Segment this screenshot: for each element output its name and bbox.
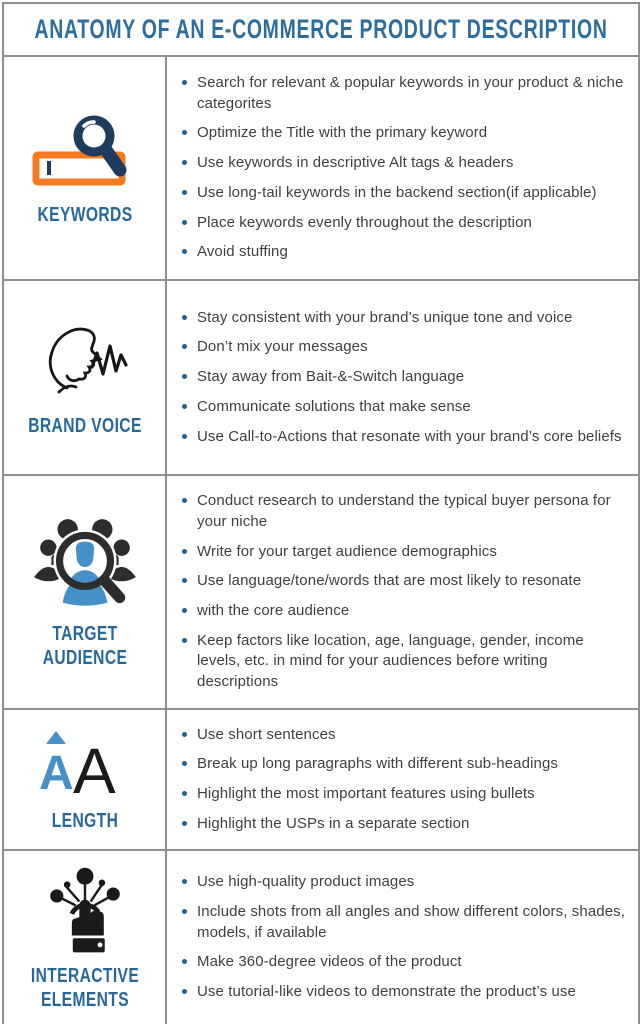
- bullet-dot: [182, 344, 187, 349]
- bullet-dot: [182, 190, 187, 195]
- bullet-item: Place keywords evenly throughout the description: [180, 213, 630, 234]
- section-label: KEYWORDS: [36, 204, 132, 226]
- bullet-item: Communicate solutions that make sense: [180, 397, 630, 418]
- section-label: INTERACTIVE ELEMENTS: [30, 964, 139, 1011]
- bullet-item: Highlight the USPs in a separate section: [180, 814, 630, 835]
- bullet-dot: [182, 434, 187, 439]
- bullet-item: Use keywords in descriptive Alt tags & headers: [180, 153, 630, 174]
- bullet-item: Include shots from all angles and show different colors, shades, models, if available: [180, 902, 630, 943]
- section-keywords: [4, 57, 638, 281]
- bullet-dot: [182, 791, 187, 796]
- bullet-dot: [182, 249, 187, 254]
- bullet-dot: [182, 549, 187, 554]
- target-audience-icon: [29, 514, 141, 616]
- bullet-dot: [182, 220, 187, 225]
- bullet-dot: [182, 732, 187, 737]
- bullet-item: Make 360-degree videos of the product: [180, 952, 630, 973]
- outer-frame: [2, 2, 640, 1024]
- bullet-item: Use tutorial-like videos to demonstrate the product’s use: [180, 982, 630, 1003]
- section-length: [4, 710, 638, 851]
- section-label: LENGTH: [51, 809, 118, 832]
- interactive-elements-icon: [38, 864, 132, 958]
- bullet-dot: [182, 315, 187, 320]
- interactive-elements-bullet-list: [167, 851, 638, 1024]
- bullet-item: Keep factors like location, age, language, gender, income levels, etc. in mind for your audiences before writing descriptions: [180, 631, 630, 693]
- section-brand-voice: [4, 281, 638, 476]
- bullet-dot: [182, 959, 187, 964]
- bullet-dot: [182, 578, 187, 583]
- keywords-search-icon: [29, 109, 141, 197]
- bullet-dot: [182, 80, 187, 85]
- bullet-item: Avoid stuffing: [180, 242, 630, 263]
- bullet-dot: [182, 909, 187, 914]
- bullet-item: Write for your target audience demographics: [180, 542, 630, 563]
- bullet-dot: [182, 130, 187, 135]
- title-bar: [4, 4, 638, 57]
- svg-text:A: A: [38, 746, 74, 800]
- bullet-item: Use long-tail keywords in the backend section(if applicable): [180, 183, 630, 204]
- section-interactive-elements: [4, 851, 638, 1024]
- section-target-audience: [4, 476, 638, 710]
- bullet-item: Use language/tone/words that are most likely to resonate: [180, 571, 630, 592]
- bullet-item: Break up long paragraphs with different sub-headings: [180, 754, 630, 775]
- bullet-item: Use Call-to-Actions that resonate with your brand’s core beliefs: [180, 427, 630, 448]
- bullet-dot: [182, 374, 187, 379]
- bullet-item: Use short sentences: [180, 725, 630, 746]
- bullet-dot: [182, 879, 187, 884]
- bullet-item: Use high-quality product images: [180, 872, 630, 893]
- length-icon: [33, 727, 137, 803]
- bullet-dot: [182, 160, 187, 165]
- brand-voice-icon: [35, 318, 135, 408]
- bullet-item: Stay consistent with your brand’s unique tone and voice: [180, 308, 630, 329]
- bullet-dot: [182, 989, 187, 994]
- page-title: ANATOMY OF AN E-COMMERCE PRODUCT DESCRIPTION: [34, 14, 608, 44]
- bullet-dot: [182, 608, 187, 613]
- bullet-dot: [182, 638, 187, 643]
- bullet-item: Conduct research to understand the typical buyer persona for your niche: [180, 491, 630, 532]
- bullet-item: Search for relevant & popular keywords in your product & niche categorites: [180, 73, 630, 114]
- bullet-item: Highlight the most important features using bullets: [180, 784, 630, 805]
- bullet-item: Don’t mix your messages: [180, 337, 630, 358]
- svg-text:A: A: [72, 734, 116, 803]
- bullet-dot: [182, 761, 187, 766]
- keywords-bullet-list: [167, 57, 638, 279]
- section-label: BRAND VOICE: [27, 414, 142, 437]
- brand-voice-bullet-list: [167, 281, 638, 474]
- bullet-dot: [182, 404, 187, 409]
- length-bullet-list: [167, 710, 638, 849]
- bullet-dot: [182, 498, 187, 503]
- target-audience-bullet-list: [167, 476, 638, 708]
- bullet-item: Optimize the Title with the primary keyword: [180, 123, 630, 144]
- bullet-dot: [182, 821, 187, 826]
- section-label: TARGET AUDIENCE: [42, 623, 127, 669]
- bullet-item: with the core audience: [180, 601, 630, 622]
- bullet-item: Stay away from Bait-&-Switch language: [180, 367, 630, 388]
